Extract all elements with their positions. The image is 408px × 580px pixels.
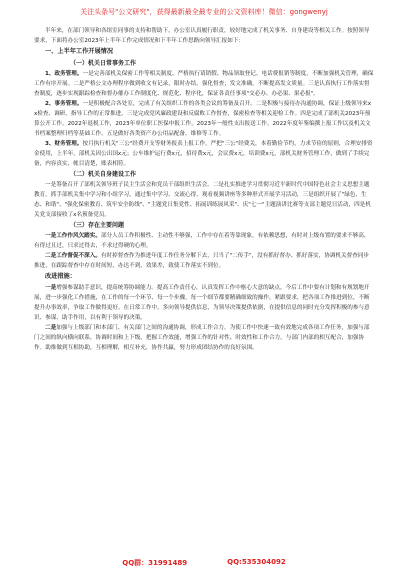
subsection-heading: （一）机关日常事务工作 <box>70 60 137 67</box>
measure-text: 加强与上级部门和本部门、有关部门之间的沟通协调，形成工作合力。为使工作中快速一致有效地完成各项工作任务，加强与部门之间的纵向横向联系，协调时间和上下级，把握工作效能，增强工作的针对性、时效性和工作合力，与部门内部的相互配合，加强协作。助推做到互相协助，互相理解，相互补充，协作共赢，努力形成团结协作的良好氛围。 <box>34 325 370 351</box>
document-body <box>34 26 374 353</box>
problem-text: 有时掉督查作为推进年度工作任务分解下去，只当了"二传手"，没有抓好督办、抓好落实，协调机关督查同步推进，在跟踪督查中存在时间短，办达不到，效果差，致使工作落实不到位。 <box>34 253 370 269</box>
qq-number: QQ:535304092 <box>227 558 286 566</box>
item-lead: 3、财务管理。 <box>45 141 83 147</box>
problem-lead: 二是工作督促不深入。 <box>45 253 101 259</box>
problem-paragraph <box>34 251 374 271</box>
item-paragraph <box>34 139 374 169</box>
qq-group: QQ群：31991489 <box>122 559 188 567</box>
section-heading: 一、上半年工作开展情况 <box>45 48 114 55</box>
intro-paragraph: 半年来，在部门领导和各组室同事的支持和帮助下，办公室认真履行职责，较好地完成了机关事务、自身建设等相关工作。按照领导要求，下面将办公室2023年上半年工作完成情况和下半年工作思路向领导汇报如下： <box>34 28 370 44</box>
top-banner: 关注头条号"公文研究"，获得最新最全最专业的公文资料库！微信：gongwenyj <box>80 8 328 16</box>
subsection-heading: （二）机关自身建设工作 <box>70 171 137 178</box>
measure-text: 增强参谋助手意识，提高统筹协调能力。提高工作责任心，认真发挥工作中枢心大意的缺点，今后工作中要有计划和有规划地开展，进一步强化工作措施，在工作的每一个环节、每一个步骤，每一个细节都要精确细致的操作，紧跟要求，把各项工作推进到位，不断提升办事效率，争取工作做得更好。在日常工作中，多向领导提供信息，为领导决策提供依据，在提供信息的同时充分发挥积极的参与意识、参谋、助手作用，以有利于领导的决策。 <box>34 285 370 321</box>
item-text: 按月执行机关"三公"经费开支等财务报表上报工作，严把"三公"经费关，本着勤俭节约，力求节俭的原则，合理安排资金使用，上半年，部机关因公出国x元；公车维护运行费x元，招待费x元，会议费x元，培训费x元，部机关财务管理工作，做到了手续完备，内容真实，帐目清楚，账表相符。 <box>34 141 373 167</box>
problem-lead: 一是工作作风欠踏实。 <box>45 233 101 239</box>
measures-heading: 改进措施： <box>45 273 76 280</box>
item-lead: 2、事务管理。 <box>45 101 83 107</box>
item-lead: 1、政务管理。 <box>45 71 83 77</box>
subsection-heading: （三）存在主要问题 <box>70 222 125 229</box>
problem-paragraph <box>34 231 374 251</box>
footer-contact <box>0 558 408 574</box>
measure-paragraph <box>34 323 374 353</box>
measure-lead: 二是 <box>45 325 57 331</box>
item-text: 一是积极配合各处室，完成了有关组织工作的各类会议的筹备及召开。二是积极与接待办沟通协调，保证上级领导来xx检查、调研、指导工作的正常推进。三是完成党风廉政建设和反腐败工作督查，保密检查等相关迎检工作。四是完成了部机关2023年预算公开工作。2022年退税工作，2023年单位职工医保申报工作，2023年一般性支出报送工作。2022年度年鉴编撰上报工作以及机关文书档案整理归档等基础工作。五是做好各类资产办公用品配备、维修等工作。 <box>34 101 372 137</box>
measure-lead: 一是 <box>45 285 57 291</box>
measure-paragraph <box>34 283 374 323</box>
item-paragraph <box>34 99 374 139</box>
problem-text: 部分人员工作积极性、主动性不够强，工作中存在着等靠现象，有依赖思想，有时对上级布置的要求不够高，有得过且过，只求过得去，不求过得硬的心理。 <box>34 233 370 249</box>
self-building-paragraph: 一是筹备召开了部机关领导班子民主生活会和党员干部组织生活会。二是扎实推进学习贯彻习近平新时代中国特色社会主义思想主题教育。抓手部机关集中学习和小组学习，通过集中学习、交流心得、观看视频讲座等多种形式开展学习活动，三是组织开展了"绿色、生态、和谐"、"强化保密教育、筑牢安全防线"、"主题党日集党性、拓展训练展风采"、庆"七一"主题演讲比赛等支部主题党日活动，四是机关党支部接收了x名预备党员。 <box>34 182 371 218</box>
item-paragraph <box>34 69 374 99</box>
item-text: 一是完善部机关保密工作等相关制度。严格执行请销假、物品领取登记、电话费报销等制度，不断加强机关管理，确保工作有序开展。二是严格公文办理程序做到收文有记录，限时办结，强化督查；发文准确，不断提高发文质量。三是认真执行工作落实督查制度，逐步实现跟踪检查和督办催办工作制度化、规范化、程序化，保证各责任事项"交必办、办必果、果必报"。 <box>34 71 374 97</box>
